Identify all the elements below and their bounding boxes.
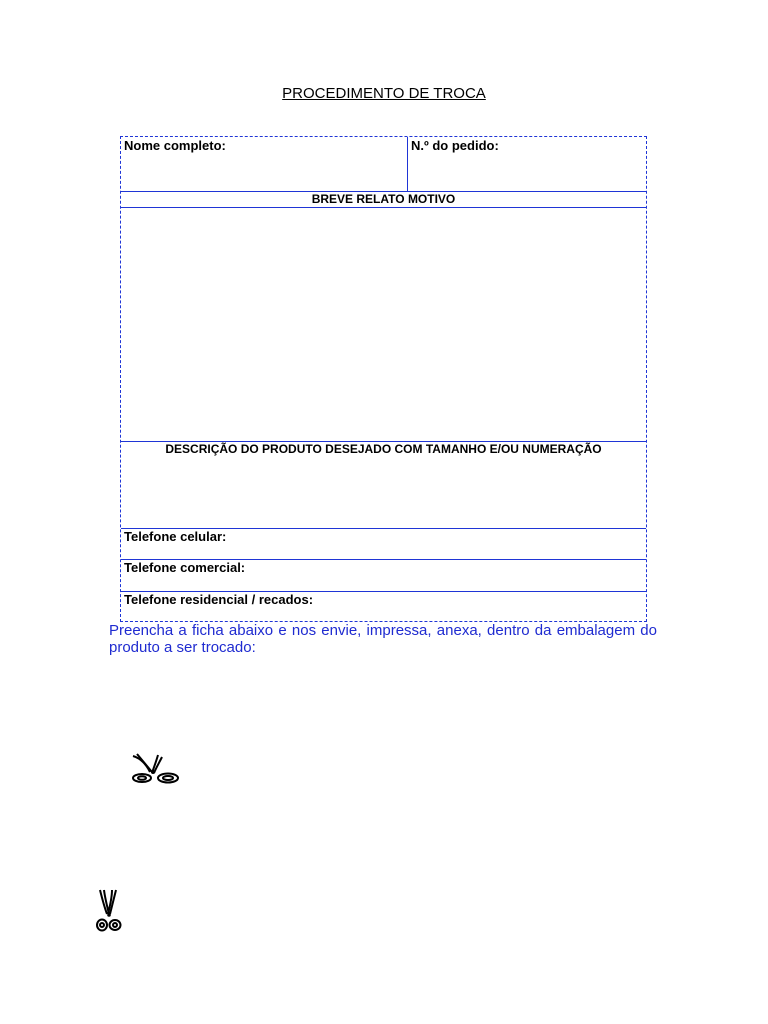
product-header: DESCRIÇÃO DO PRODUTO DESEJADO COM TAMANHO E/OU NUMERAÇÃO <box>165 442 602 456</box>
instruction-text: Preencha a ficha abaixo e nos envie, impressa, anexa, dentro da embalagem do produto a ser trocado: <box>109 622 657 656</box>
reason-field[interactable] <box>121 208 646 441</box>
scissors-icon <box>94 888 124 934</box>
scissors-icon <box>128 752 182 786</box>
page-title-text: PROCEDIMENTO DE TROCA <box>282 85 486 102</box>
page-title <box>0 85 768 102</box>
work-phone-label: Telefone comercial: <box>124 560 246 575</box>
order-number-label: N.º do pedido: <box>411 138 499 153</box>
exchange-form <box>120 136 647 622</box>
mobile-phone-label: Telefone celular: <box>124 529 227 544</box>
product-description-field[interactable] <box>121 459 646 528</box>
full-name-label: Nome completo: <box>124 138 226 153</box>
name-order-divider <box>407 137 408 191</box>
home-phone-label: Telefone residencial / recados: <box>124 592 314 607</box>
reason-header: BREVE RELATO MOTIVO <box>311 192 456 206</box>
